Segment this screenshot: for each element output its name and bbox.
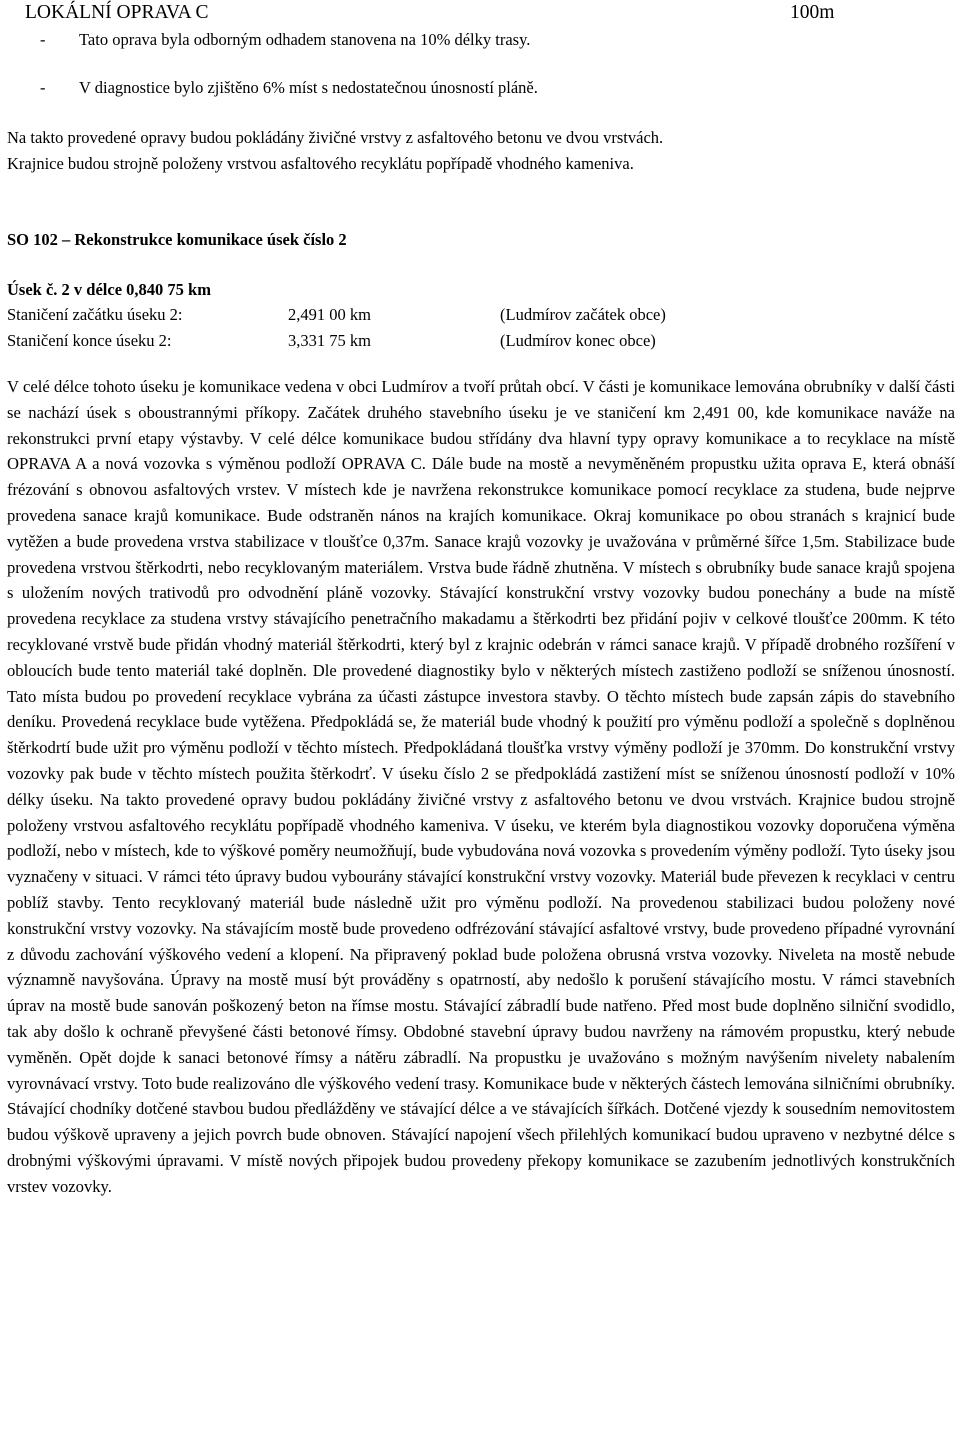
stationing-note: (Ludmírov začátek obce) (500, 305, 666, 324)
stationing-label: Staničení začátku úseku 2: (7, 305, 183, 324)
stationing-row (0, 305, 960, 327)
bullet-item (0, 78, 960, 100)
bullet-dash: - (40, 78, 46, 97)
intro-line: Krajnice budou strojně položeny vrstvou asfaltového recyklátu popřípadě vhodného kameniva. (7, 154, 634, 173)
bullet-text: V diagnostice bylo zjištěno 6% míst s nedostatečnou únosností pláně. (79, 78, 538, 97)
repair-length: 100m (790, 2, 835, 23)
stationing-value: 2,491 00 km (288, 305, 371, 324)
stationing-value: 3,331 75 km (288, 331, 371, 350)
stationing-note: (Ludmírov konec obce) (500, 331, 656, 350)
repair-header (25, 2, 845, 28)
repair-title: LOKÁLNÍ OPRAVA C (25, 2, 209, 23)
body-paragraph: V celé délce tohoto úseku je komunikace vedena v obci Ludmírov a tvoří průtah obcí. V části je komunikace lemována obrubníky v další části se nachází úsek s oboustrannými příkopy. Začátek druhého stavebního úseku je ve staničení km 2,491 00, kde komunikace naváže na rekonstrukci první etapy výstavby. V celé délce komunikace budou střídány dva hlavní typy opravy komunikace a to recyklace na místě OPRAVA A a nová vozovka s výměnou podloží OPRAVA C. Dále bude na mostě a nevyměněném propustku užita oprava E, která obnáší frézování s obnovou asfaltových vrstev. V místech kde je navržena rekonstrukce komunikace pomocí recyklace za studena, bude nejprve provedena sanace krajů komunikace. Bude odstraněn nános na krajích komunikace. Okraj komunikace po obou stranách s krajnicí bude vytěžen a bude provedena vrstva stabilizace v tloušťce 0,37m. Sanace krajů vozovky je uvažována v průměrné šířce 1,5m. Stabilizace bude provedena vrstvou štěrkodrti, nebo recyklovaným materiálem. Vrstva bude řádně zhutněna. V místech s obrubníky bude sanace krajů spojena s uložením nových trativodů pro odvodnění pláně vozovky. Stávající konstrukční vrstvy vozovky budou ponechány a bude na místě provedena recyklace za studena vrstvy stávajícího penetračního makadamu a štěrkodrti bez přidání pojiv v celkové tloušťce 200mm. K této recyklované vrstvě bude přidán vhodný materiál štěrkodrti, který byl z krajnic odebrán v rámci sanace krajů. V případě drobného rozšíření v obloucích bude tento materiál také doplněn. Dle provedené diagnostiky bylo v některých místech zastiženo podloží se sníženou únosností. Tato místa budou po provedení recyklace vybrána za účasti zástupce investora stavby. O těchto místech bude zapsán zápis do stavebního deníku. Provedená recyklace bude vytěžena. Předpokládá se, že materiál bude vhodný k použití pro výměnu podloží a společně s doplněnou štěrkodrtí bude užit pro výměnu podloží v těchto místech. Předpokládaná tloušťka vrstvy výměny podloží je 370mm. Do konstrukční vrstvy vozovky pak bude v těchto místech použita štěrkodrť. V úseku číslo 2 se předpokládá zastižení míst se sníženou únosností podloží v 10% délky úseku. Na takto provedené opravy budou pokládány živičné vrstvy z asfaltového betonu ve dvou vrstvách. Krajnice budou strojně položeny vrstvou asfaltového recyklátu popřípadě vhodného kameniva. V úseku, ve kterém byla diagnostikou vozovky doporučena výměna podloží, nebo v místech, kde to výškové poměry neumožňují, bude vybudována nová vozovka s provedením výměny podloží. Tyto úseky jsou vyznačeny v situaci. V rámci této úpravy budou vybourány stávající konstrukční vrstvy vozovky. Materiál bude převezen k recyklaci v centru poblíž stavby. Tento recyklovaný materiál bude následně užit pro výměnu podloží. Na provedenou stabilizaci budou položeny nové konstrukční vrstvy vozovky. Na stávajícím mostě bude provedeno odfrézování stávající asfaltové vrstvy, bude provedeno případné vyrovnání z důvodu zachování výškového vedení a klopení. Na připravený poklad bude položena obrusná vrstva vozovky. Niveleta na mostě nebude významně navyšována. Úpravy na mostě musí být prováděny s opatrností, aby nedošlo k porušení stávajícího mostu. V rámci stavebních úprav na mostě bude sanován poškozený beton na římse mostu. Stávající zábradlí bude natřeno. Před most bude doplněno silniční svodidlo, tak aby došlo k ochraně převyšené části betonové římsy. Obdobné stavební úpravy budou navrženy na rámovém propustku, který nebude vyměněn. Opět dojde k sanaci betonové římsy a nátěru zábradlí. Na propustku je uvažováno s možným navýšením nivelety nabalením vyrovnávací vrstvy. Toto bude realizováno dle výškového vedení trasy. Komunikace bude v některých částech lemována silničními obrubníky. Stávající chodníky dotčené stavbou budou předlážděny ve stávající délce a ve stávajících šířkách. Dotčené vjezdy k sousedním nemovitostem budou výškově upraveny a jejich povrch bude obnoven. Stávající napojení všech přilehlých komunikací budou upraveno v nezbytné délce s drobnými výškovými úpravami. V místě nových připojek budou provedeny překopy komunikace se zazubením jednotlivých konstrukčních vrstev vozovky. (7, 377, 955, 1196)
stationing-row (0, 331, 960, 353)
intro-line: Na takto provedené opravy budou pokládány živičné vrstvy z asfaltového betonu ve dvou vrstvách. (7, 128, 664, 147)
bullet-dash: - (40, 30, 46, 49)
section-title: SO 102 – Rekonstrukce komunikace úsek číslo 2 (7, 230, 347, 249)
bullet-item (0, 30, 960, 52)
stationing-label: Staničení konce úseku 2: (7, 331, 172, 350)
segment-heading: Úsek č. 2 v délce 0,840 75 km (7, 280, 211, 299)
bullet-text: Tato oprava byla odborným odhadem stanovena na 10% délky trasy. (79, 30, 531, 49)
